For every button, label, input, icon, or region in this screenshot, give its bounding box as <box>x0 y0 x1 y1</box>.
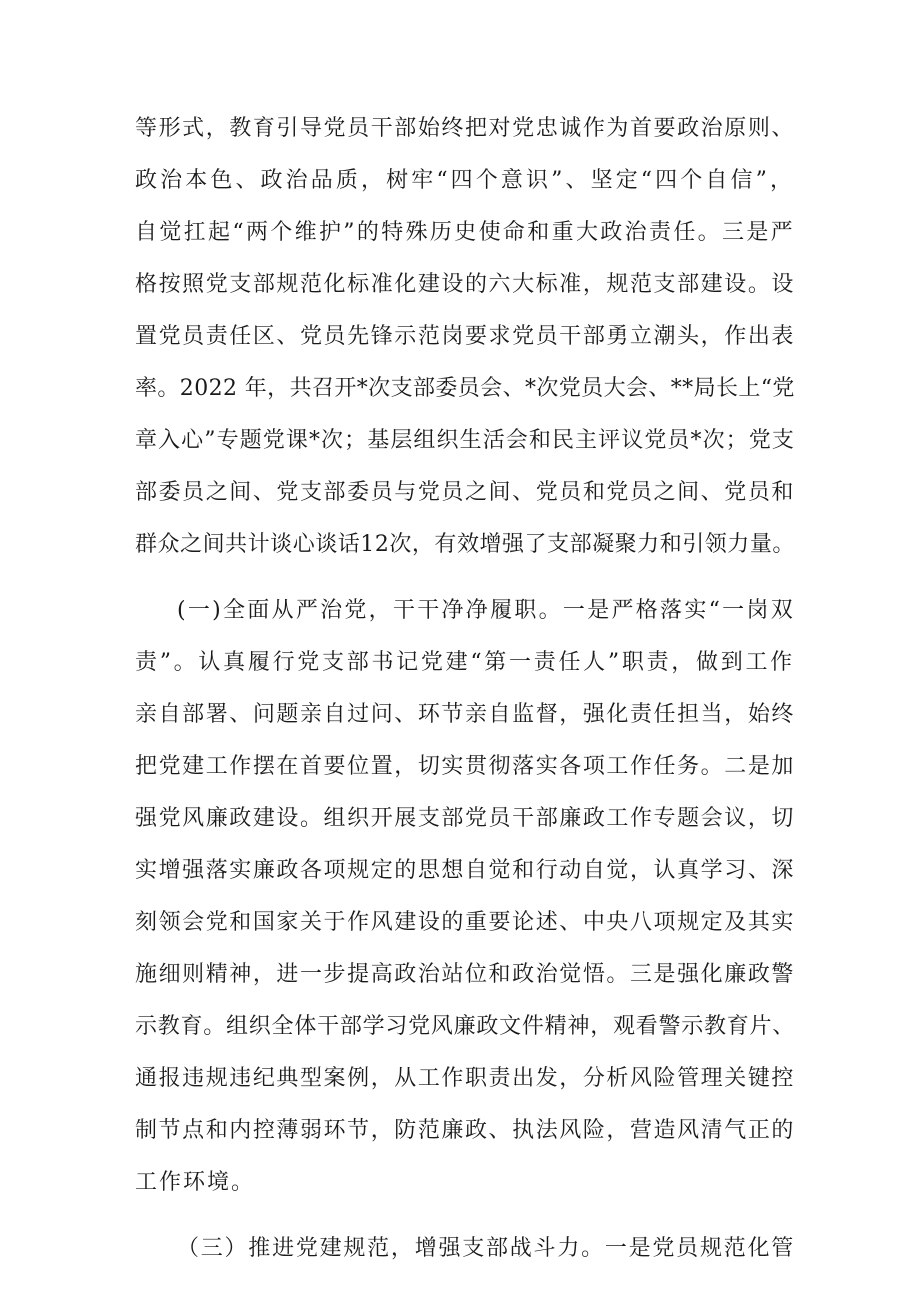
document-body <box>135 103 795 1275</box>
text-line: 施细则精神，进一步提高政治站位和政治觉悟。三是强化廉政警 <box>135 962 795 987</box>
text-line: 置党员责任区、党员先锋示范岗要求党员干部勇立潮头，作出表 <box>135 324 795 349</box>
text-line: 通报违规违纪典型案例，从工作职责出发，分析风险管理关键控 <box>135 1066 795 1091</box>
paragraph-spacer <box>135 571 795 585</box>
text-line: 亲自部署、问题亲自过问、环节亲自监督，强化责任担当，始终 <box>135 702 795 727</box>
paragraph-1 <box>135 103 795 571</box>
text-line: 自觉扛起“两个维护”的特殊历史使命和重大政治责任。三是严 <box>135 220 795 245</box>
paragraph-3 <box>135 1223 795 1275</box>
text-line: 实增强落实廉政各项规定的思想自觉和行动自觉，认真学习、深 <box>135 858 795 883</box>
text-line: 格按照党支部规范化标准化建设的六大标准，规范支部建设。设 <box>135 272 795 297</box>
text-line: 群众之间共计谈心谈话12次，有效增强了支部凝聚力和引领力量。 <box>135 532 795 557</box>
text-line: 刻领会党和国家关于作风建设的重要论述、中央八项规定及其实 <box>135 910 795 935</box>
text-line: 率。2022 年，共召开*次支部委员会、*次党员大会、**局长上“党 <box>135 376 795 401</box>
text-line: 强党风廉政建设。组织开展支部党员干部廉政工作专题会议，切 <box>135 806 795 831</box>
paragraph-spacer <box>135 1209 795 1223</box>
text-line: 责”。认真履行党支部书记党建“第一责任人”职责，做到工作 <box>135 650 795 675</box>
text-line: 政治本色、政治品质，树牢“四个意识”、坚定“四个自信”， <box>135 168 795 193</box>
text-line: 把党建工作摆在首要位置，切实贯彻落实各项工作任务。二是加 <box>135 754 795 779</box>
text-line: 工作环境。 <box>135 1170 256 1195</box>
text-line: 章入心”专题党课*次；基层组织生活会和民主评议党员*次；党支 <box>135 428 795 453</box>
paragraph-2 <box>135 585 795 1209</box>
text-line: 等形式，教育引导党员干部始终把对党忠诚作为首要政治原则、 <box>135 116 795 141</box>
text-line: 示教育。组织全体干部学习党风廉政文件精神，观看警示教育片、 <box>135 1014 795 1039</box>
section-heading-line: (一)全面从严治党，干干净净履职。一是严格落实“一岗双 <box>177 598 795 623</box>
text-line: 部委员之间、党支部委员与党员之间、党员和党员之间、党员和 <box>135 480 795 505</box>
section-heading-line: （三）推进党建规范，增强支部战斗力。一是党员规范化管 <box>177 1236 795 1261</box>
text-line: 制节点和内控薄弱环节，防范廉政、执法风险，营造风清气正的 <box>135 1118 795 1143</box>
